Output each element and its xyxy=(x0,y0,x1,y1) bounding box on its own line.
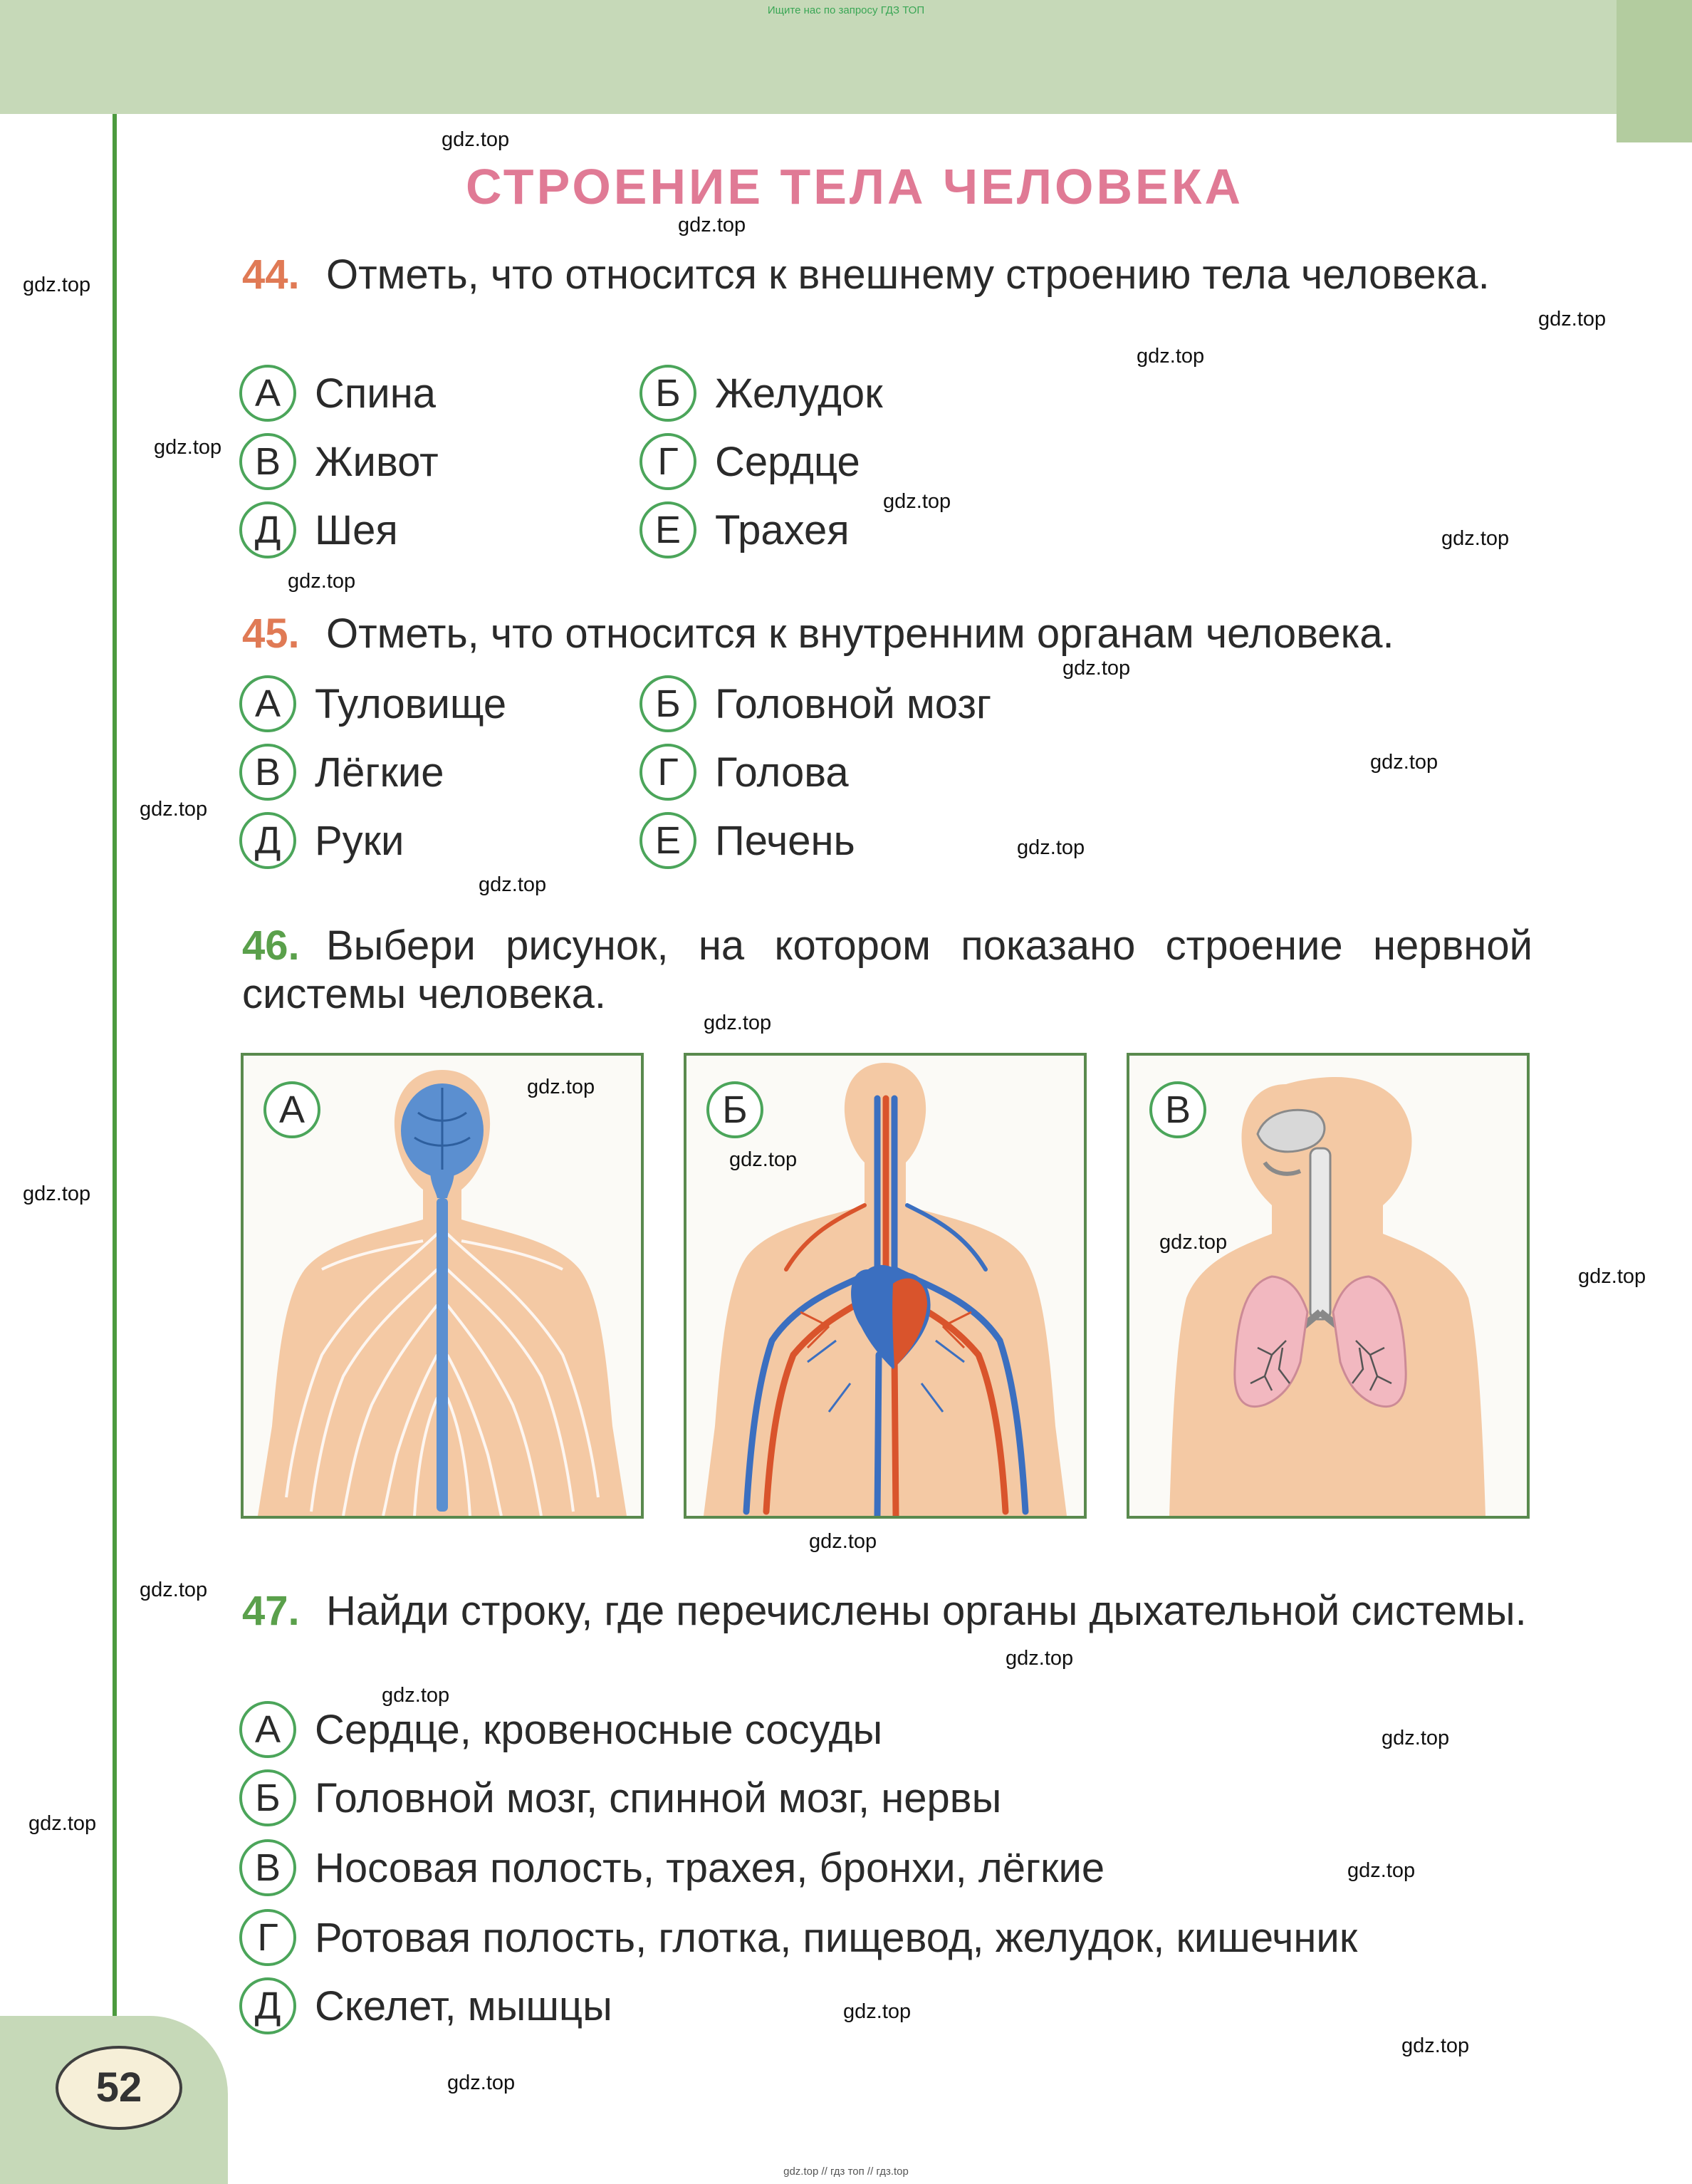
watermark: gdz.top xyxy=(447,2071,516,2094)
watermark: gdz.top xyxy=(1017,836,1085,859)
q45-option-e-label: Печень xyxy=(715,817,855,864)
watermark: gdz.top xyxy=(729,1148,798,1171)
q44-option-v[interactable] xyxy=(239,430,439,493)
q45-option-v-circle[interactable]: В xyxy=(239,744,296,801)
q45-option-a-circle[interactable]: А xyxy=(239,675,296,732)
watermark: gdz.top xyxy=(1578,1265,1646,1288)
question-44-text: Отметь, что относится к внешнему строению тела человека. xyxy=(326,251,1490,298)
q45-option-v[interactable] xyxy=(239,741,444,804)
question-45-number: 45. xyxy=(242,610,300,657)
margin-rule xyxy=(113,114,117,2073)
watermark: gdz.top xyxy=(527,1076,595,1098)
q47-option-v-circle[interactable]: В xyxy=(239,1839,296,1896)
picture-v-circle[interactable]: В xyxy=(1149,1081,1206,1138)
q44-option-e-label: Трахея xyxy=(715,506,850,553)
header-band-edge xyxy=(1617,0,1692,142)
picture-b-circulatory-system[interactable] xyxy=(684,1053,1087,1519)
watermark: gdz.top xyxy=(1006,1647,1074,1670)
q45-option-a[interactable] xyxy=(239,672,506,735)
question-44-number: 44. xyxy=(242,251,300,298)
watermark: gdz.top xyxy=(1538,308,1607,331)
picture-b-circle[interactable]: Б xyxy=(706,1081,763,1138)
q45-option-b[interactable] xyxy=(639,672,991,735)
watermark: gdz.top xyxy=(1370,751,1438,774)
picture-a-circle[interactable]: А xyxy=(263,1081,320,1138)
watermark: gdz.top xyxy=(809,1530,877,1553)
watermark: gdz.top xyxy=(23,1182,91,1205)
q45-option-b-label: Головной мозг xyxy=(715,680,992,727)
question-47-number: 47. xyxy=(242,1588,300,1634)
watermark: gdz.top xyxy=(1441,527,1510,550)
q45-option-g-circle[interactable]: Г xyxy=(639,744,696,801)
q45-option-b-circle[interactable]: Б xyxy=(639,675,696,732)
watermark: gdz.top xyxy=(883,490,951,513)
watermark: gdz.top xyxy=(678,214,746,236)
watermark: gdz.top xyxy=(23,274,91,296)
picture-v-respiratory-system[interactable] xyxy=(1127,1053,1530,1519)
page-title: СТРОЕНИЕ ТЕЛА ЧЕЛОВЕКА xyxy=(466,159,1243,214)
q45-option-e-circle[interactable]: Е xyxy=(639,812,696,869)
q45-option-g[interactable] xyxy=(639,741,849,804)
watermark: gdz.top xyxy=(382,1684,450,1707)
q47-option-a-circle[interactable]: А xyxy=(239,1701,296,1758)
q47-option-b-circle[interactable]: Б xyxy=(239,1769,296,1826)
q44-option-d[interactable] xyxy=(239,499,398,561)
picture-a-nervous-system[interactable] xyxy=(241,1053,644,1519)
q44-option-b[interactable] xyxy=(639,362,883,425)
watermark: gdz.top xyxy=(704,1012,772,1034)
watermark: gdz.top xyxy=(140,798,208,821)
q47-option-d-label: Скелет, мышцы xyxy=(315,1982,612,2029)
q44-option-g-label: Сердце xyxy=(715,438,860,485)
q45-option-d-circle[interactable]: Д xyxy=(239,812,296,869)
q44-option-g[interactable] xyxy=(639,430,860,493)
bottom-link[interactable]: gdz.top // гдз топ // гдз.top xyxy=(783,2165,909,2178)
q47-option-a-label: Сердце, кровеносные сосуды xyxy=(315,1706,883,1753)
q47-option-g-circle[interactable]: Г xyxy=(239,1909,296,1966)
q44-option-a-circle[interactable]: А xyxy=(239,365,296,422)
q47-option-v[interactable] xyxy=(239,1836,1104,1899)
top-search-link[interactable]: Ищите нас по запросу ГДЗ ТОП xyxy=(767,4,925,16)
watermark: gdz.top xyxy=(1347,1859,1416,1882)
watermark: gdz.top xyxy=(843,2000,912,2023)
q44-option-e[interactable] xyxy=(639,499,850,561)
question-45-text: Отметь, что относится к внутренним органам человека. xyxy=(326,610,1394,657)
watermark: gdz.top xyxy=(1401,2034,1470,2057)
question-46-number: 46. xyxy=(242,922,300,969)
header-band xyxy=(0,0,1692,114)
question-47-text: Найди строку, где перечислены органы дыхательной системы. xyxy=(326,1588,1527,1634)
q45-option-g-label: Голова xyxy=(715,749,849,796)
watermark: gdz.top xyxy=(1062,657,1131,680)
q45-option-e[interactable] xyxy=(639,809,855,872)
q47-option-a[interactable] xyxy=(239,1698,882,1761)
q47-option-v-label: Носовая полость, трахея, бронхи, лёгкие xyxy=(315,1844,1105,1891)
q44-option-a[interactable] xyxy=(239,362,436,425)
watermark: gdz.top xyxy=(1137,345,1205,368)
q45-option-d-label: Руки xyxy=(315,817,404,864)
watermark: gdz.top xyxy=(288,570,356,593)
q44-option-g-circle[interactable]: Г xyxy=(639,433,696,490)
q44-option-e-circle[interactable]: Е xyxy=(639,501,696,558)
q47-option-g-label: Ротовая полость, глотка, пищевод, желудок, кишечник xyxy=(315,1914,1358,1961)
watermark: gdz.top xyxy=(28,1812,97,1835)
q45-option-a-label: Туловище xyxy=(315,680,507,727)
q44-option-v-label: Живот xyxy=(315,438,439,485)
q47-option-b[interactable] xyxy=(239,1767,1001,1829)
q47-option-g[interactable] xyxy=(239,1906,1357,1969)
watermark: gdz.top xyxy=(442,128,510,151)
q44-option-v-circle[interactable]: В xyxy=(239,433,296,490)
watermark: gdz.top xyxy=(154,436,222,459)
q47-option-d-circle[interactable]: Д xyxy=(239,1977,296,2034)
q47-option-d[interactable] xyxy=(239,1975,612,2037)
page-number: 52 xyxy=(56,2046,182,2130)
q44-option-a-label: Спина xyxy=(315,370,436,417)
question-46-text: Выбери рисунок, на котором показано строение нервной системы человека. xyxy=(242,922,1532,1017)
q47-option-b-label: Головной мозг, спинной мозг, нервы xyxy=(315,1774,1002,1821)
q45-option-d[interactable] xyxy=(239,809,404,872)
q45-option-v-label: Лёгкие xyxy=(315,749,444,796)
q44-option-b-label: Желудок xyxy=(715,370,883,417)
watermark: gdz.top xyxy=(1382,1727,1450,1749)
q44-option-b-circle[interactable]: Б xyxy=(639,365,696,422)
q44-option-d-circle[interactable]: Д xyxy=(239,501,296,558)
q44-option-d-label: Шея xyxy=(315,506,398,553)
watermark: gdz.top xyxy=(1159,1231,1228,1254)
watermark: gdz.top xyxy=(479,873,547,896)
watermark: gdz.top xyxy=(140,1579,208,1601)
